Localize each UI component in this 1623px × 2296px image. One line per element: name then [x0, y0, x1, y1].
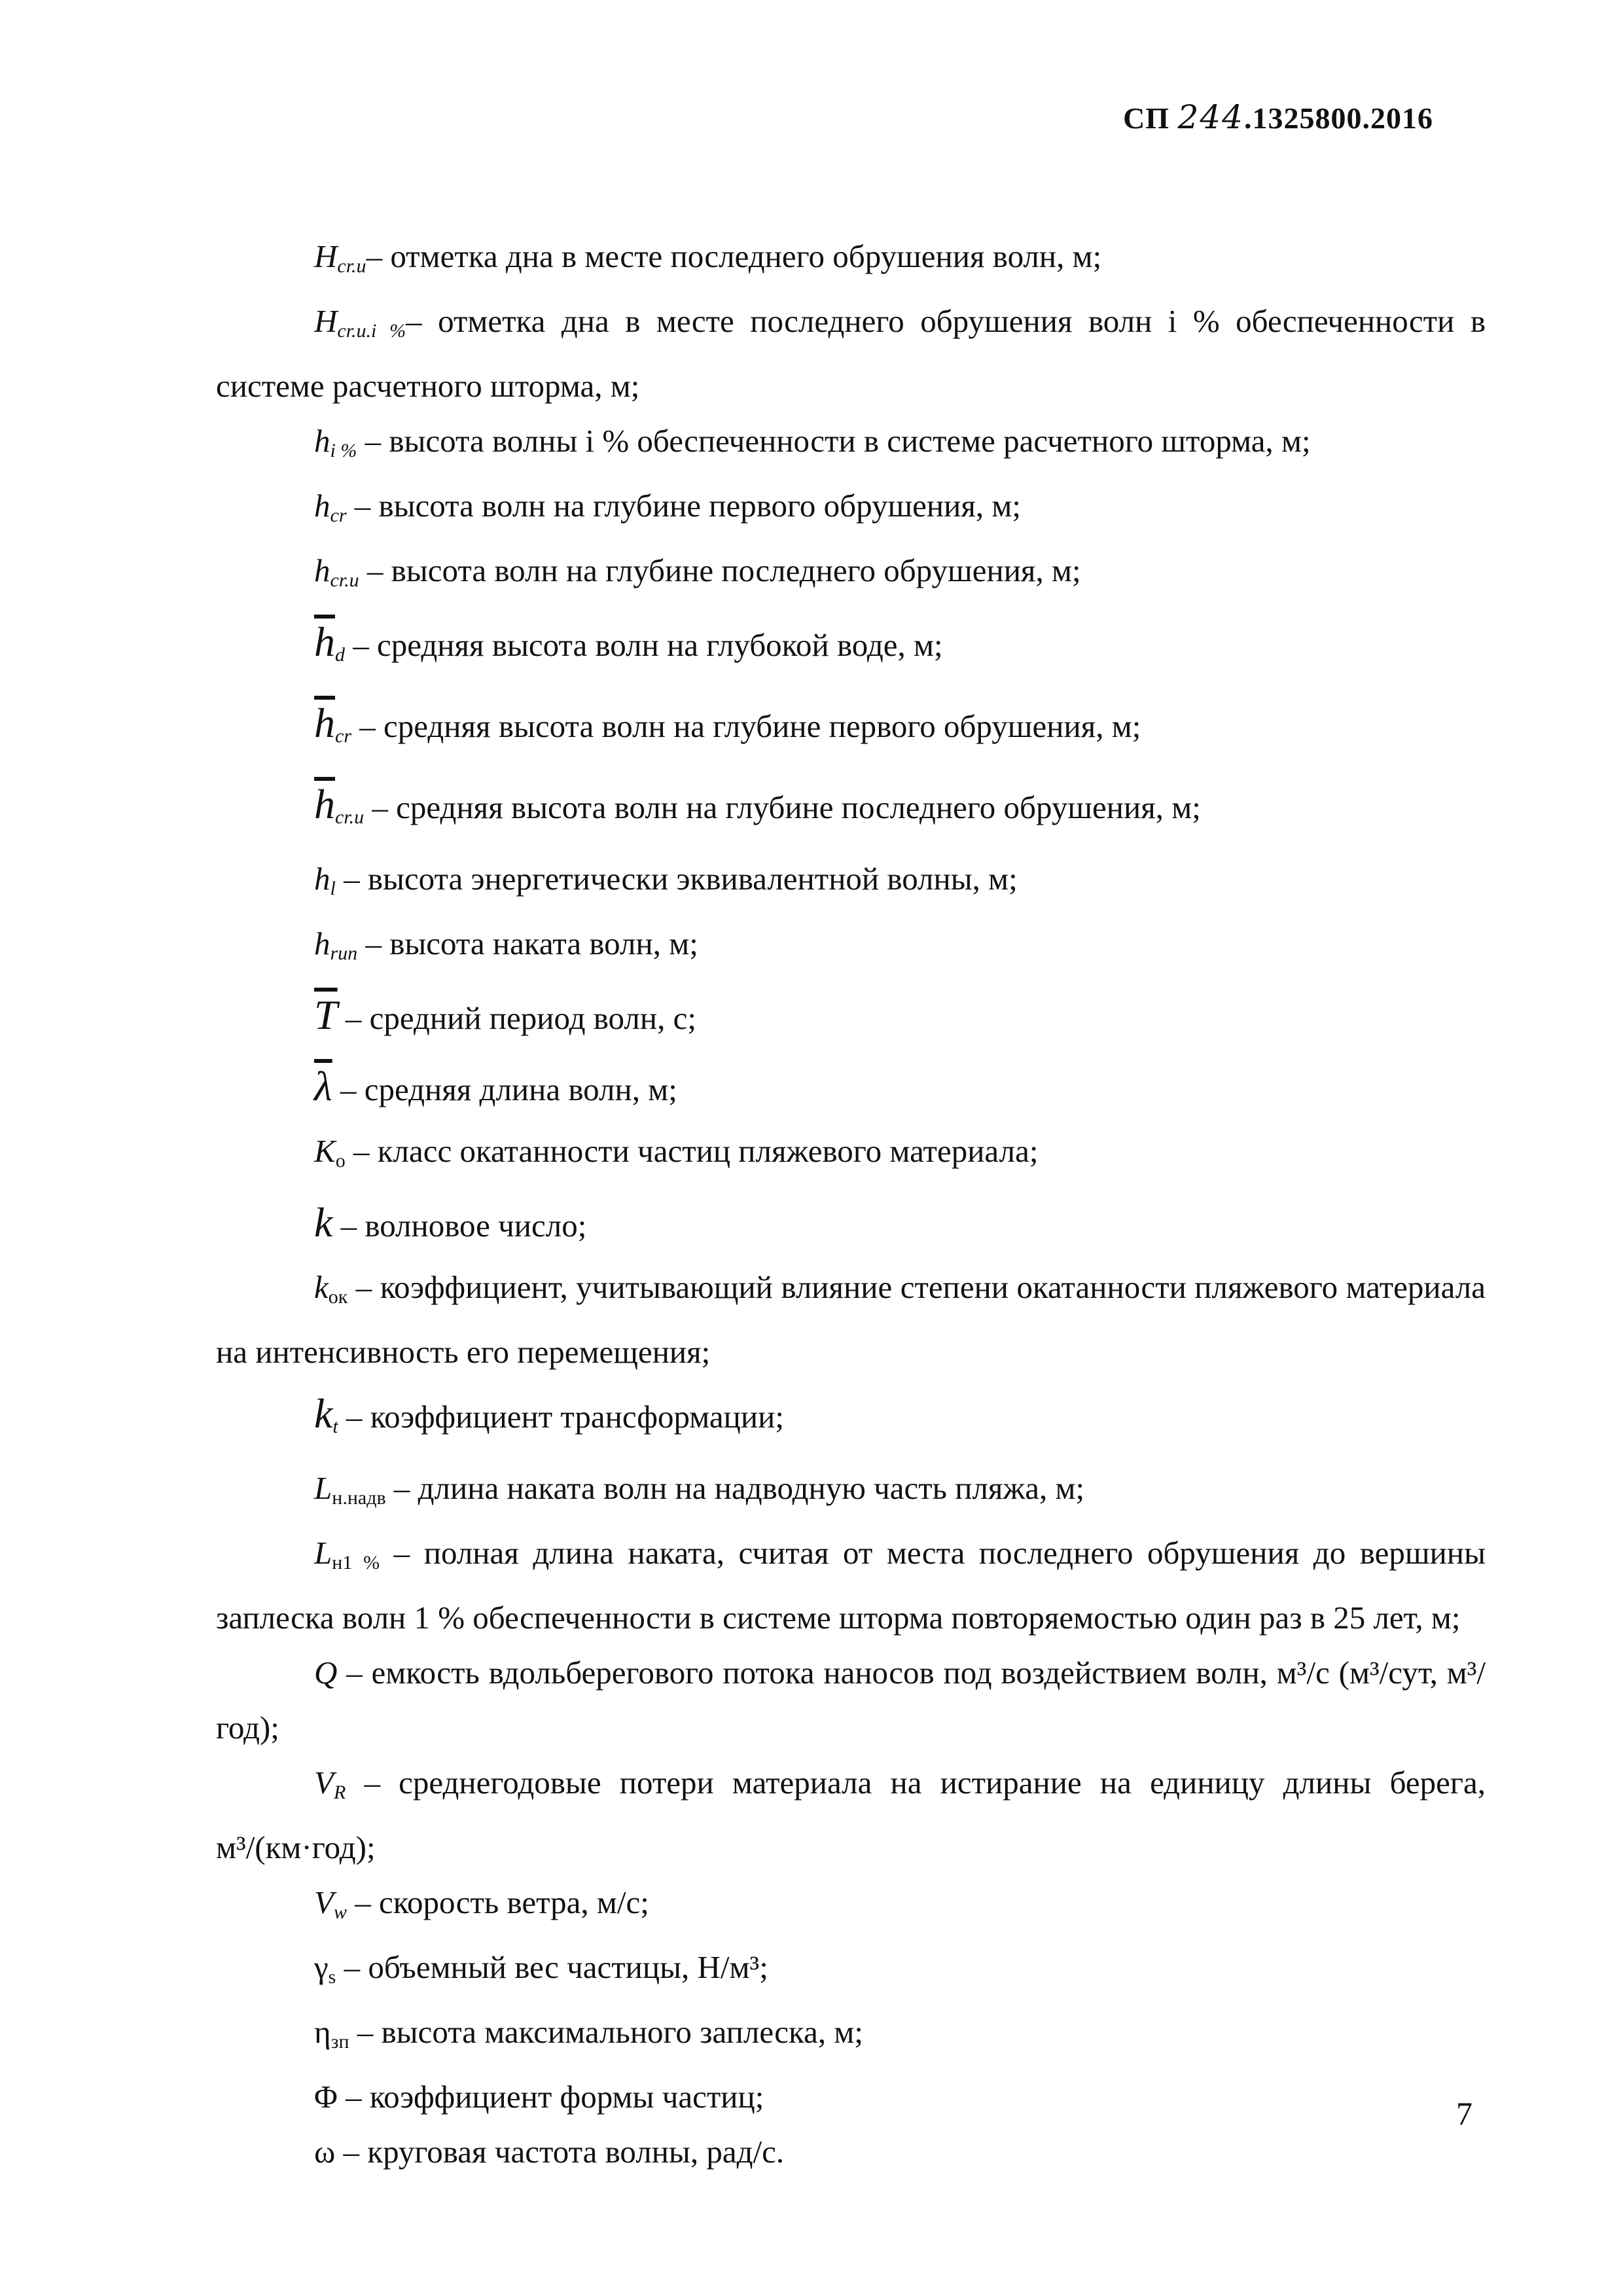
symbol-entry — [216, 852, 1486, 916]
page-number: 7 — [1456, 2095, 1472, 2132]
symbol: h — [314, 925, 330, 961]
symbol: H — [314, 303, 338, 339]
symbol-subscript: cr.u — [330, 569, 359, 591]
symbol-subscript: cr.u.i % — [337, 320, 406, 342]
symbol-subscript: l — [330, 878, 336, 899]
symbol-entry — [216, 2005, 1486, 2070]
symbol-definition: – средняя длина волн, м; — [332, 1071, 677, 1107]
symbol-entry — [216, 770, 1486, 852]
symbol: L — [314, 1470, 332, 1506]
symbol-list — [216, 229, 1486, 2179]
symbol: h — [314, 861, 330, 897]
symbol-entry — [216, 1124, 1486, 1189]
symbol: k — [314, 1269, 329, 1305]
symbol-entry — [216, 916, 1486, 981]
symbol: H — [314, 238, 338, 274]
symbol-entry — [216, 294, 1486, 414]
symbol-definition: – скорость ветра, м/с; — [346, 1884, 649, 1920]
document-code-header — [1123, 98, 1433, 136]
symbol-definition: – среднегодовые потери материала на истирание на единицу длины берега, м³/(км·год); — [216, 1765, 1486, 1865]
symbol: γ — [314, 1949, 329, 1985]
symbol: $\overline{\lambda}$ — [314, 1063, 332, 1109]
symbol: η — [314, 2014, 331, 2050]
symbol-definition: – емкость вдольберегового потока наносов под воздействием волн, м³/с (м³/сут, м³/год); — [216, 1655, 1486, 1746]
symbol-definition: – коэффициент, учитывающий влияние степени окатанности пляжевого материала на интенсивность его перемещения; — [216, 1269, 1486, 1370]
symbol-entry — [216, 478, 1486, 543]
symbol-entry — [216, 1189, 1486, 1260]
symbol-entry — [216, 1755, 1486, 1875]
symbol-entry — [216, 1645, 1486, 1755]
symbol-definition: – высота волн на глубине первого обрушения, м; — [346, 488, 1022, 524]
symbol: $\overline{h}$ — [314, 781, 335, 827]
symbol-definition: – высота волны i % обеспеченности в системе расчетного шторма, м; — [357, 423, 1311, 459]
symbol: $\overline{h}$ — [314, 619, 335, 665]
symbol-definition: – объемный вес частицы, Н/м³; — [336, 1949, 768, 1985]
symbol: k — [314, 1199, 333, 1246]
symbol-subscript: d — [335, 644, 345, 666]
symbol-subscript: w — [333, 1901, 347, 1923]
symbol-subscript: ок — [328, 1286, 348, 1308]
symbol-definition: – круговая частота волны, рад/с. — [335, 2134, 785, 2170]
symbol-definition: – средняя высота волн на глубокой воде, м; — [345, 627, 943, 663]
symbol-definition: – высота энергетически эквивалентной волны, м; — [335, 861, 1018, 897]
symbol-definition: – высота волн на глубине последнего обрушения, м; — [359, 552, 1081, 588]
symbol-entry — [216, 229, 1486, 294]
symbol: V — [314, 1765, 334, 1801]
symbol-subscript: t — [332, 1416, 338, 1437]
symbol: h — [314, 552, 330, 588]
symbol-entry — [216, 543, 1486, 608]
symbol-entry — [216, 2070, 1486, 2125]
symbol: $\overline{T}$ — [314, 992, 338, 1038]
symbol-subscript: о — [335, 1150, 346, 1172]
symbol-definition: – полная длина наката, считая от места последнего обрушения до вершины заплеска волн 1 % обеспеченности в системе шторма повторяемостью один раз в 25 лет, м; — [216, 1535, 1486, 1636]
symbol-subscript: н.надв — [332, 1487, 386, 1509]
symbol-subscript: зп — [330, 2031, 349, 2053]
symbol-definition: – отметка дна в месте последнего обрушения волн, м; — [366, 238, 1102, 274]
symbol-entry — [216, 689, 1486, 770]
symbol-definition: – волновое число; — [332, 1208, 587, 1244]
symbol-definition: – средний период волн, с; — [337, 1000, 696, 1036]
symbol-entry — [216, 414, 1486, 478]
code-prefix: СП — [1123, 101, 1170, 135]
symbol: ω — [314, 2134, 336, 2170]
symbol-subscript: run — [330, 942, 358, 964]
symbol-entry — [216, 1461, 1486, 1526]
symbol: K — [314, 1133, 336, 1169]
symbol: h — [314, 488, 330, 524]
symbol-entry — [216, 1380, 1486, 1461]
handwritten-number: 244 — [1177, 98, 1244, 136]
symbol-definition: – коэффициент формы частиц; — [337, 2079, 764, 2115]
symbol-subscript: i % — [330, 440, 357, 461]
symbol: k — [314, 1390, 333, 1437]
symbol: Φ — [314, 2079, 338, 2115]
symbol-subscript: cr.u — [335, 806, 365, 828]
symbol: h — [314, 423, 330, 459]
symbol-entry — [216, 981, 1486, 1052]
code-suffix: .1325800.2016 — [1244, 101, 1433, 135]
symbol-subscript: cr — [330, 505, 347, 526]
symbol-definition: – средняя высота волн на глубине первого обрушения, м; — [351, 708, 1141, 744]
symbol: V — [314, 1884, 334, 1920]
symbol: $\overline{h}$ — [314, 700, 335, 746]
symbol-entry — [216, 1260, 1486, 1380]
symbol-entry — [216, 1875, 1486, 1940]
symbol-subscript: R — [333, 1782, 346, 1803]
symbol-definition: – средняя высота волн на глубине последнего обрушения, м; — [364, 789, 1201, 825]
symbol-entry — [216, 1940, 1486, 2005]
symbol-definition: – высота наката волн, м; — [357, 925, 698, 961]
symbol-subscript: н1 % — [332, 1552, 380, 1573]
symbol-subscript: cr.u — [337, 255, 366, 277]
symbol-entry — [216, 1052, 1486, 1124]
symbol-definition: – класс окатанности частиц пляжевого материала; — [345, 1133, 1039, 1169]
symbol-definition: – длина наката волн на надводную часть пляжа, м; — [385, 1470, 1085, 1506]
symbol: Q — [314, 1655, 338, 1691]
symbol: L — [314, 1535, 332, 1571]
symbol-entry — [216, 2125, 1486, 2179]
symbol-entry — [216, 1526, 1486, 1645]
symbol-definition: – высота максимального заплеска, м; — [349, 2014, 863, 2050]
symbol-subscript: s — [328, 1966, 336, 1988]
symbol-subscript: cr — [335, 725, 351, 747]
symbol-definition: – коэффициент трансформации; — [338, 1399, 784, 1435]
symbol-definition: – отметка дна в месте последнего обрушения волн i % обеспеченности в системе расчетного шторма, м; — [216, 303, 1486, 404]
symbol-entry — [216, 608, 1486, 689]
